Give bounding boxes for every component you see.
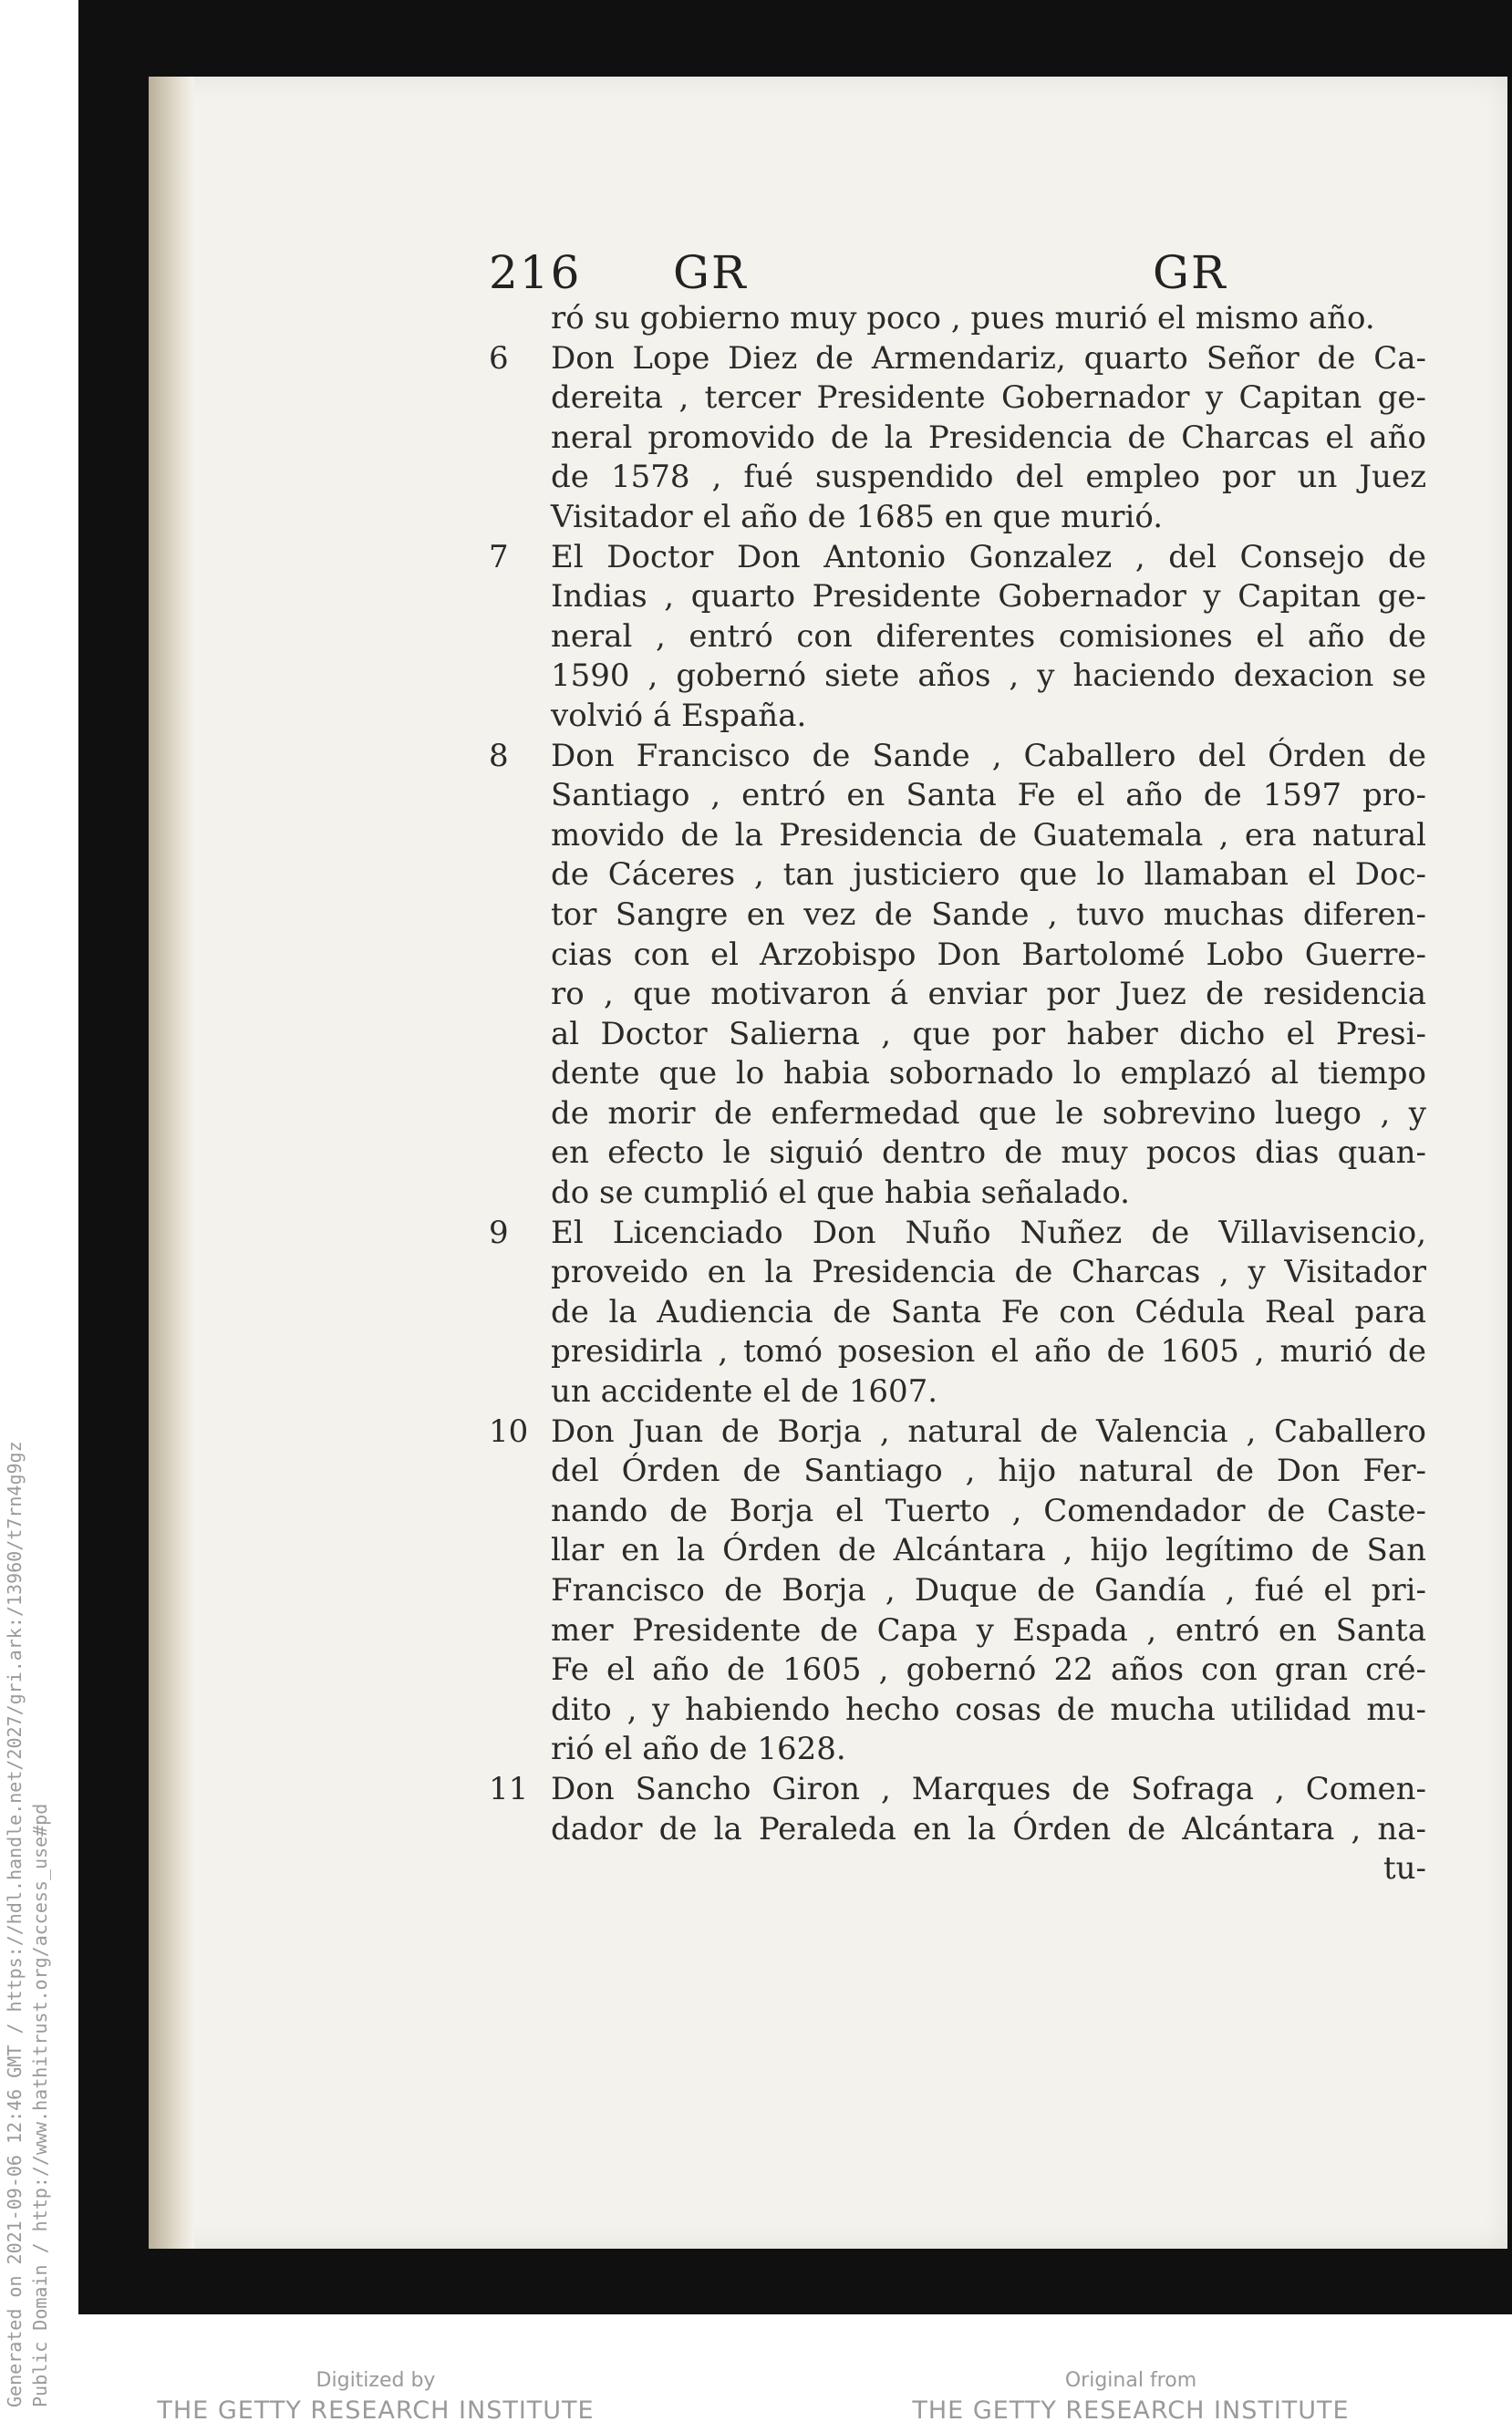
text-line [489,1054,1426,1094]
line-text: del Órden de Santiago , hijo natural de Don Fer- [551,1453,1426,1490]
line-text: Don Francisco de Sande , Caballero del Órden de [551,737,1426,774]
line-text: tor Sangre en vez de Sande , tuvo muchas diferen- [551,895,1426,933]
line-text: cias con el Arzobispo Don Bartolomé Lobo Guerre- [551,936,1426,973]
text-line [489,1133,1426,1174]
entry-number: 8 [489,737,509,774]
line-text: dereita , tercer Presidente Gobernador y Capitan ge- [551,379,1426,417]
line-text: nando de Borja el Tuerto , Comendador de Caste- [551,1492,1426,1529]
line-text: El Doctor Don Antonio Gonzalez , del Consejo de [551,538,1426,575]
page-number: 216 [489,246,582,299]
line-text: en efecto le siguió dentro de muy pocos dias quan- [551,1134,1426,1172]
text-line [489,936,1426,976]
text-line [489,1372,1426,1413]
line-text: rió el año de 1628. [551,1731,846,1768]
line-text: de Cáceres , tan justiciero que lo llamaban el Doc- [551,856,1426,894]
line-text: de la Audiencia de Santa Fe con Cédula Real para [551,1293,1426,1330]
running-head-left: GR [673,246,748,299]
footer-right-institution: THE GETTY RESEARCH INSTITUTE [912,2396,1350,2425]
entry-number: 6 [489,339,509,377]
text-line [489,855,1426,895]
text-line [489,776,1426,816]
text-line [489,1571,1426,1611]
text-line [489,1094,1426,1134]
text-line [489,1293,1426,1333]
text-line [489,1651,1426,1691]
line-text: Visitador el año de 1685 en que murió. [551,498,1164,535]
line-text: do se cumplió el que habia señalado. [551,1175,1130,1212]
line-text: movido de la Presidencia de Guatemala , era natural [551,816,1426,854]
text-line [489,1770,1426,1810]
text-line [489,299,1426,339]
footer-digitized-by [148,2367,604,2427]
watermark-line-1: Generated on 2021-09-06 12:46 GMT / https://hdl.handle.net/2027/gri.ark:/13960/t7rn4g9gz [4,1441,26,2407]
text-line [489,1611,1426,1651]
line-text: Indias , quarto Presidente Gobernador y Capitan ge- [551,578,1426,616]
running-head-right: GR [1153,246,1227,299]
line-text: neral promovido de la Presidencia de Charcas el año [551,419,1426,456]
text-line [489,1810,1426,1850]
text-line [489,1492,1426,1532]
text-line [489,1253,1426,1293]
text-line [489,737,1426,777]
text-line [489,1531,1426,1571]
footer-original-from [903,2367,1359,2427]
text-line [489,577,1426,617]
text-line [489,339,1426,379]
entry-number: 11 [489,1770,529,1807]
line-text: mer Presidente de Capa y Espada , entró en Santa [551,1611,1426,1649]
text-line [489,1691,1426,1731]
text-line [489,1015,1426,1055]
line-text: llar en la Órden de Alcántara , hijo legítimo de San [551,1532,1426,1569]
text-line [489,617,1426,657]
watermark-line-2: Public Domain / http://www.hathitrust.org/access_use#pd [29,1803,51,2407]
text-line [489,895,1426,936]
entry-number: 10 [489,1413,529,1450]
text-line [489,1849,1426,1889]
line-text: neral , entró con diferentes comisiones el año de [551,617,1426,655]
text-line [489,1214,1426,1254]
line-text: dito , y habiendo hecho cosas de mucha utilidad mu- [551,1691,1426,1728]
line-text: El Licenciado Don Nuño Nuñez de Villavisencio, [551,1214,1426,1251]
text-line [489,1332,1426,1372]
line-text: Fe el año de 1605 , gobernó 22 años con gran cré- [551,1651,1426,1689]
text-line [489,697,1426,737]
line-text: 1590 , gobernó siete años , y haciendo dexacion se [551,657,1426,695]
line-text: de morir de enfermedad que le sobrevino luego , y [551,1094,1426,1132]
page-edge-shadow [149,77,194,2249]
footer-left-label: Digitized by [316,2369,436,2392]
line-text: Don Lope Diez de Armendariz, quarto Señor de Ca- [551,339,1426,377]
footer-right-label: Original from [1064,2369,1197,2392]
text-line [489,458,1426,498]
text-line [489,498,1426,538]
text-line [489,538,1426,578]
text-line [489,1174,1426,1214]
line-text: volvió á España. [551,697,807,734]
text-line [489,1452,1426,1492]
line-text: proveido en la Presidencia de Charcas , y Visitador [551,1254,1426,1291]
text-line [489,816,1426,856]
entry-number: 7 [489,538,509,575]
text-line [489,975,1426,1015]
line-text: de 1578 , fué suspendido del empleo por un Juez [551,459,1426,496]
text-line [489,1413,1426,1453]
text-line [489,1730,1426,1770]
line-text: un accidente el de 1607. [551,1373,938,1411]
text-line [489,657,1426,697]
line-text: tu- [1383,1850,1426,1888]
line-text: Francisco de Borja , Duque de Gandía , fué el pri- [551,1572,1426,1609]
line-text: dador de la Peraleda en la Órden de Alcántara , na- [551,1810,1426,1847]
line-text: Don Sancho Giron , Marques de Sofraga , Comen- [551,1770,1426,1807]
hathitrust-watermark [2,1185,53,2407]
line-text: Don Juan de Borja , natural de Valencia , Caballero [551,1413,1426,1450]
line-text: dente que lo habia sobornado lo emplazó al tiempo [551,1055,1426,1092]
line-text: ró su gobierno muy poco , pues murió el mismo año. [551,300,1375,336]
footer-left-institution: THE GETTY RESEARCH INSTITUTE [157,2396,595,2425]
line-text: Santiago , entró en Santa Fe el año de 1597 pro- [551,777,1426,814]
line-text: al Doctor Salierna , que por haber dicho el Presi- [551,1015,1426,1052]
text-line [489,378,1426,419]
text-line [489,419,1426,459]
line-text: presidirla , tomó posesion el año de 1605 , murió de [551,1333,1426,1371]
line-text: ro , que motivaron á enviar por Juez de residencia [551,976,1426,1013]
body-text [489,299,1426,1889]
entry-number: 9 [489,1214,509,1251]
page-header [489,246,1426,301]
